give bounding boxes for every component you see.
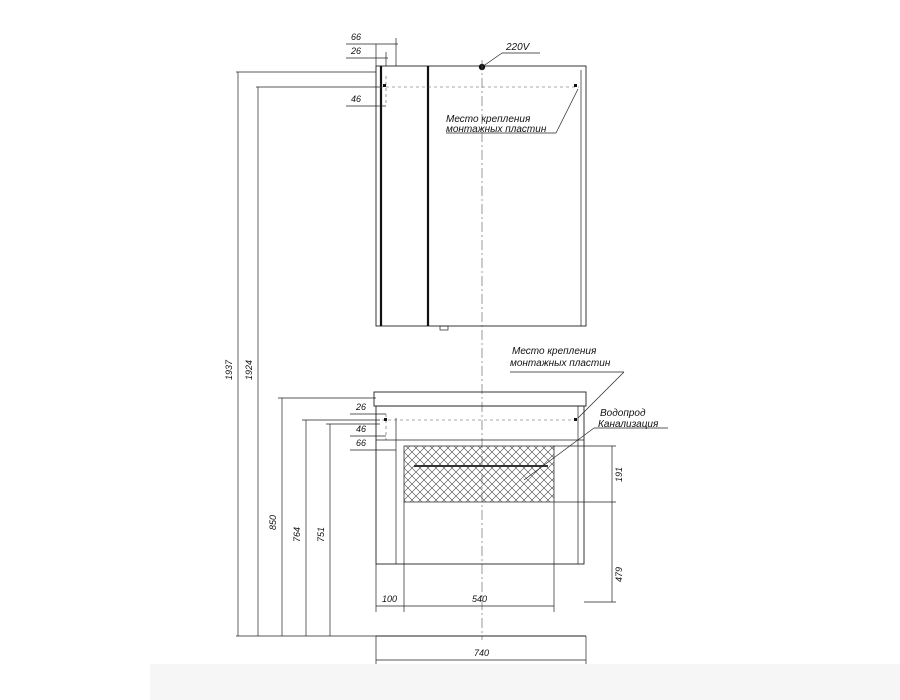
height-dims bbox=[224, 72, 380, 636]
dim-479: 479 bbox=[614, 566, 624, 582]
water-note-line1: Водопрод bbox=[600, 408, 646, 419]
mount-note-top-line2: монтажных пластин bbox=[446, 124, 547, 135]
dim-100: 100 bbox=[382, 594, 398, 604]
dim-540: 540 bbox=[472, 594, 488, 604]
countertop bbox=[374, 392, 586, 406]
vanity-right-dims bbox=[554, 446, 624, 602]
dim-46-top: 46 bbox=[351, 94, 362, 104]
dim-46-bottom: 46 bbox=[356, 424, 367, 434]
width-dims bbox=[376, 502, 586, 664]
vanity-offset-dims bbox=[350, 402, 396, 450]
mount-point-right bbox=[574, 84, 577, 87]
mount-note-top-line1: Место крепления bbox=[446, 114, 531, 125]
mount-note-bottom-line2: монтажных пластин bbox=[510, 358, 611, 369]
dim-751: 751 bbox=[316, 526, 326, 542]
mount-point-left bbox=[383, 84, 386, 87]
dim-191: 191 bbox=[614, 466, 624, 482]
dim-26-top: 26 bbox=[351, 46, 362, 56]
dim-764: 764 bbox=[292, 526, 302, 542]
dim-850: 850 bbox=[268, 514, 278, 530]
dim-1924: 1924 bbox=[244, 359, 254, 380]
vanity-unit bbox=[374, 346, 668, 564]
dim-66-top: 66 bbox=[351, 32, 362, 42]
footer-band bbox=[150, 664, 900, 700]
dim-66-bottom: 66 bbox=[356, 438, 367, 448]
cabinet-outline bbox=[376, 66, 586, 326]
dim-26-bottom: 26 bbox=[356, 402, 367, 412]
water-note-line2: Канализация bbox=[598, 419, 659, 430]
dim-740: 740 bbox=[474, 648, 490, 658]
cabinet-offset-dims bbox=[346, 32, 398, 106]
cabinet-handle bbox=[440, 326, 448, 330]
power-label: 220V bbox=[506, 42, 530, 53]
dim-1937: 1937 bbox=[224, 359, 234, 380]
mount-note-bottom-line1: Место крепления bbox=[512, 346, 597, 357]
mirror-cabinet bbox=[376, 42, 586, 330]
